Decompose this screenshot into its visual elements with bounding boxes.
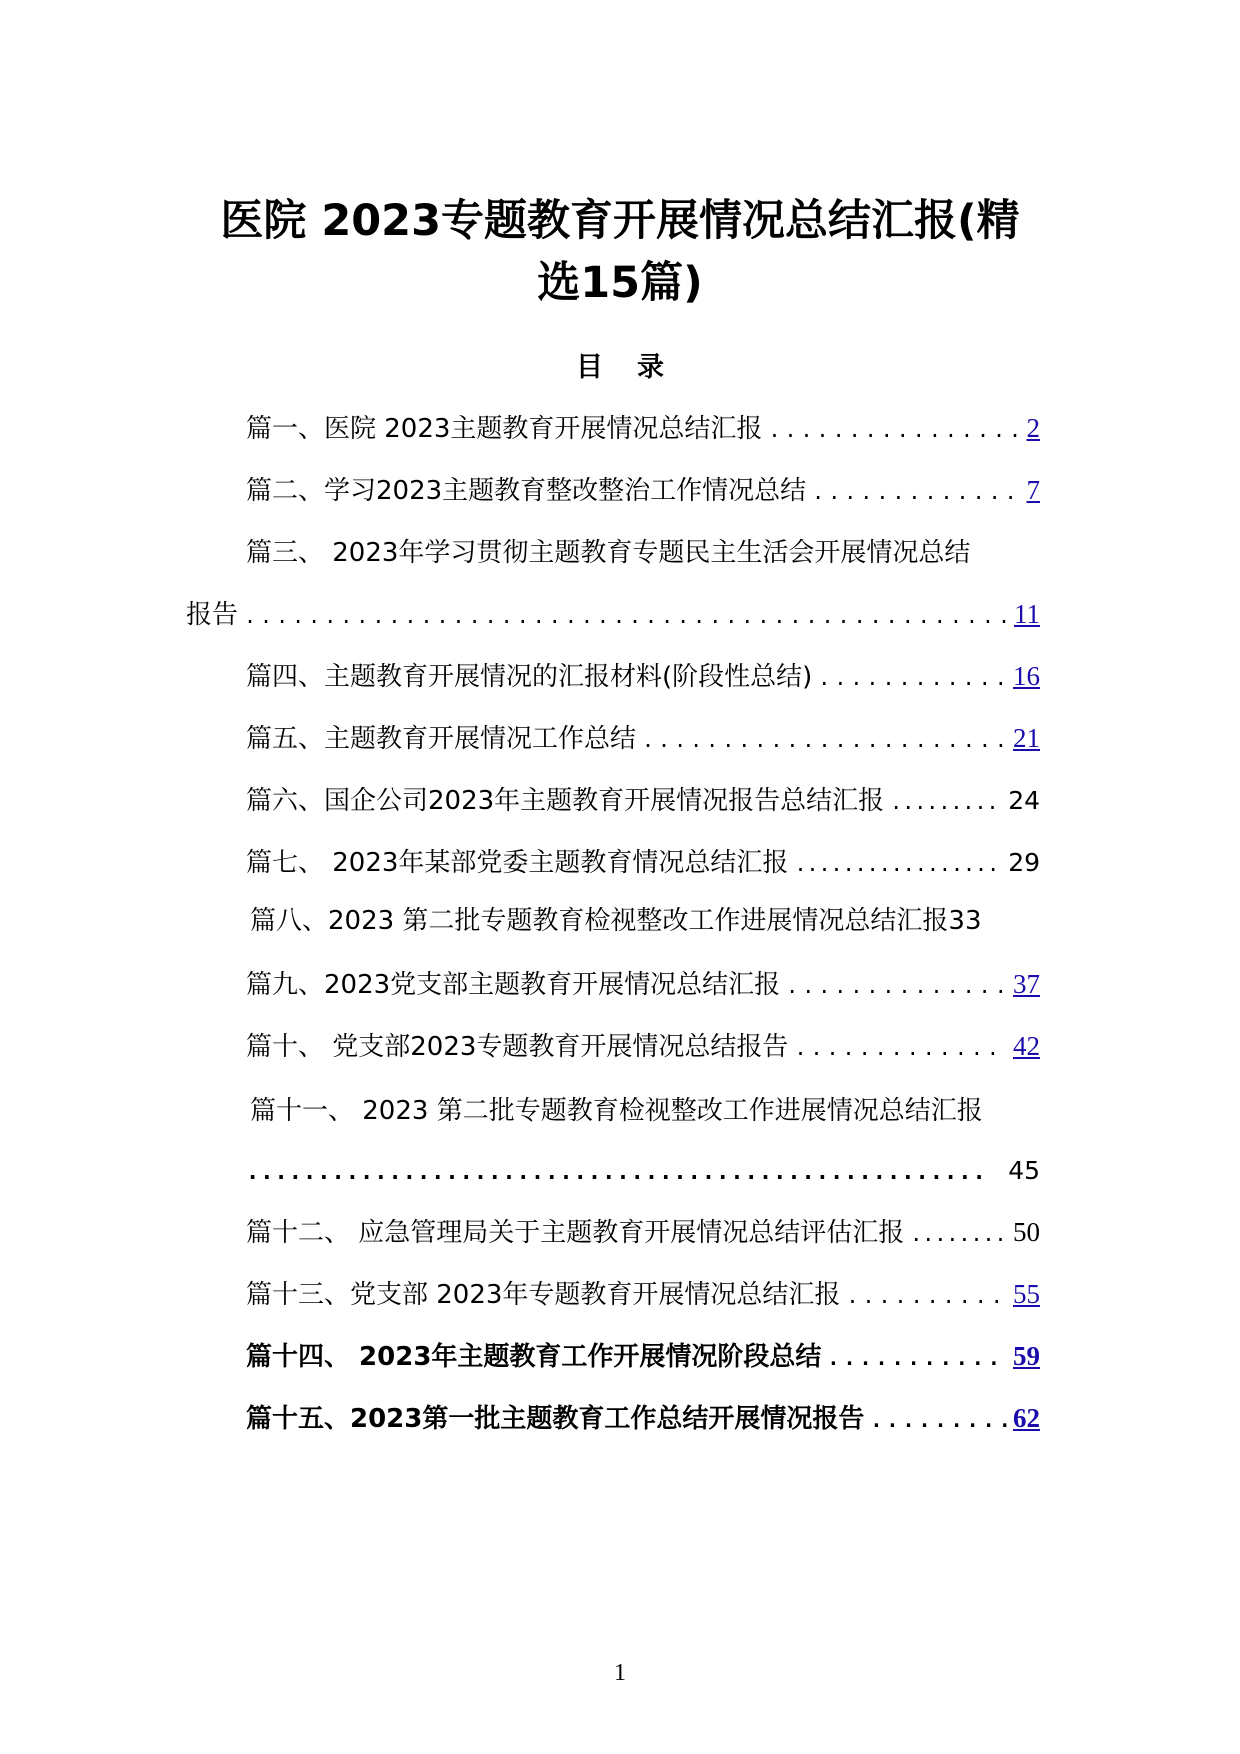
toc-page-link[interactable]: 21 xyxy=(1013,723,1040,753)
toc-entry-title: 篇四、主题教育开展情况的汇报材料(阶段性总结) xyxy=(246,662,813,692)
toc-leader-dots xyxy=(812,480,1020,504)
toc-entry-title: 篇七、 2023年某部党委主题教育情况总结汇报 xyxy=(246,848,789,878)
toc-entry-5[interactable] xyxy=(246,718,1040,755)
document-title-line-2: 选15篇) xyxy=(537,258,703,308)
toc-entry-title: 篇十四、 2023年主题教育工作开展情况阶段总结 xyxy=(246,1342,822,1372)
toc-entry-15[interactable] xyxy=(246,1398,1040,1435)
toc-entry-title: 篇十三、党支部 2023年专题教育开展情况总结汇报 xyxy=(246,1280,841,1310)
toc-entry-title: 篇五、主题教育开展情况工作总结 xyxy=(246,724,637,754)
toc-entry-12[interactable] xyxy=(246,1212,1040,1249)
toc-entry-4[interactable] xyxy=(246,656,1040,693)
toc-page-number[interactable]: 24 xyxy=(1008,786,1040,815)
toc-entry-13[interactable] xyxy=(246,1274,1040,1311)
toc-entry-title: 篇十二、 应急管理局关于主题教育开展情况总结评估汇报 xyxy=(246,1218,905,1248)
toc-entry-7[interactable] xyxy=(246,842,1040,879)
toc-leader-dots xyxy=(910,1222,1007,1246)
toc-entry-title: 篇十、 党支部2023专题教育开展情况总结报告 xyxy=(246,1032,789,1062)
toc-leader-dots xyxy=(794,852,1002,876)
toc-leader-dots xyxy=(827,1346,1007,1370)
toc-entry-9[interactable] xyxy=(246,964,1040,1001)
toc-leader-dots xyxy=(246,1160,988,1185)
toc-page-link[interactable]: 62 xyxy=(1013,1403,1040,1433)
toc-entry-11-line-1[interactable]: 篇十一、 2023 第二批专题教育检视整改工作进展情况总结汇报 xyxy=(250,1096,983,1126)
toc-leader-dots xyxy=(244,604,1008,628)
toc-page-link[interactable]: 59 xyxy=(1013,1341,1040,1371)
toc-entry-6[interactable] xyxy=(246,780,1040,817)
toc-page-link[interactable]: 42 xyxy=(1013,1031,1040,1061)
toc-leader-dots xyxy=(890,790,1002,814)
toc-leader-dots xyxy=(846,1284,1007,1308)
toc-entry-title: 篇六、国企公司2023年主题教育开展情况报告总结汇报 xyxy=(246,786,885,816)
toc-entry-3-line-1[interactable]: 篇三、 2023年学习贯彻主题教育专题民主生活会开展情况总结 xyxy=(246,538,971,568)
toc-page-link[interactable]: 7 xyxy=(1026,475,1040,505)
toc-entry-3[interactable] xyxy=(186,594,1040,631)
toc-entry-8[interactable]: 篇八、2023 第二批专题教育检视整改工作进展情况总结汇报33 xyxy=(250,906,982,936)
toc-heading: 目录 xyxy=(576,352,698,383)
toc-leader-dots xyxy=(768,418,1020,442)
toc-entry-title: 篇二、学习2023主题教育整改整治工作情况总结 xyxy=(246,476,807,506)
page-number: 1 xyxy=(614,1660,626,1686)
toc-entry-title: 报告 xyxy=(186,600,239,630)
toc-page-link[interactable]: 11 xyxy=(1014,599,1040,629)
toc-leader-dots xyxy=(794,1036,1007,1060)
toc-entry-2[interactable] xyxy=(246,470,1040,507)
toc-entry-14[interactable] xyxy=(246,1336,1040,1373)
toc-entry-title: 篇一、医院 2023主题教育开展情况总结汇报 xyxy=(246,414,763,444)
toc-entry-title: 篇九、2023党支部主题教育开展情况总结汇报 xyxy=(246,970,781,1000)
toc-page-number[interactable]: 50 xyxy=(1013,1217,1040,1247)
toc-leader-dots xyxy=(642,728,1007,752)
toc-leader-dots xyxy=(786,974,1007,998)
toc-entry-title: 篇十五、2023第一批主题教育工作总结开展情况报告 xyxy=(246,1404,865,1434)
toc-page-link[interactable]: 2 xyxy=(1026,413,1040,443)
document-title-line-1: 医院 2023专题教育开展情况总结汇报(精 xyxy=(220,196,1020,246)
toc-entry-1[interactable] xyxy=(246,408,1040,445)
toc-page-number[interactable]: 29 xyxy=(1008,848,1040,877)
toc-page-link[interactable]: 37 xyxy=(1013,969,1040,999)
document-title xyxy=(0,190,1240,314)
toc-entry-10[interactable] xyxy=(246,1026,1040,1063)
toc-page-link[interactable]: 55 xyxy=(1013,1279,1040,1309)
toc-leader-dots xyxy=(818,666,1007,690)
toc-page-number[interactable]: 45 xyxy=(1008,1156,1040,1185)
toc-entry-11[interactable] xyxy=(246,1156,1040,1185)
toc-leader-dots xyxy=(870,1408,1007,1432)
toc-page-link[interactable]: 16 xyxy=(1013,661,1040,691)
